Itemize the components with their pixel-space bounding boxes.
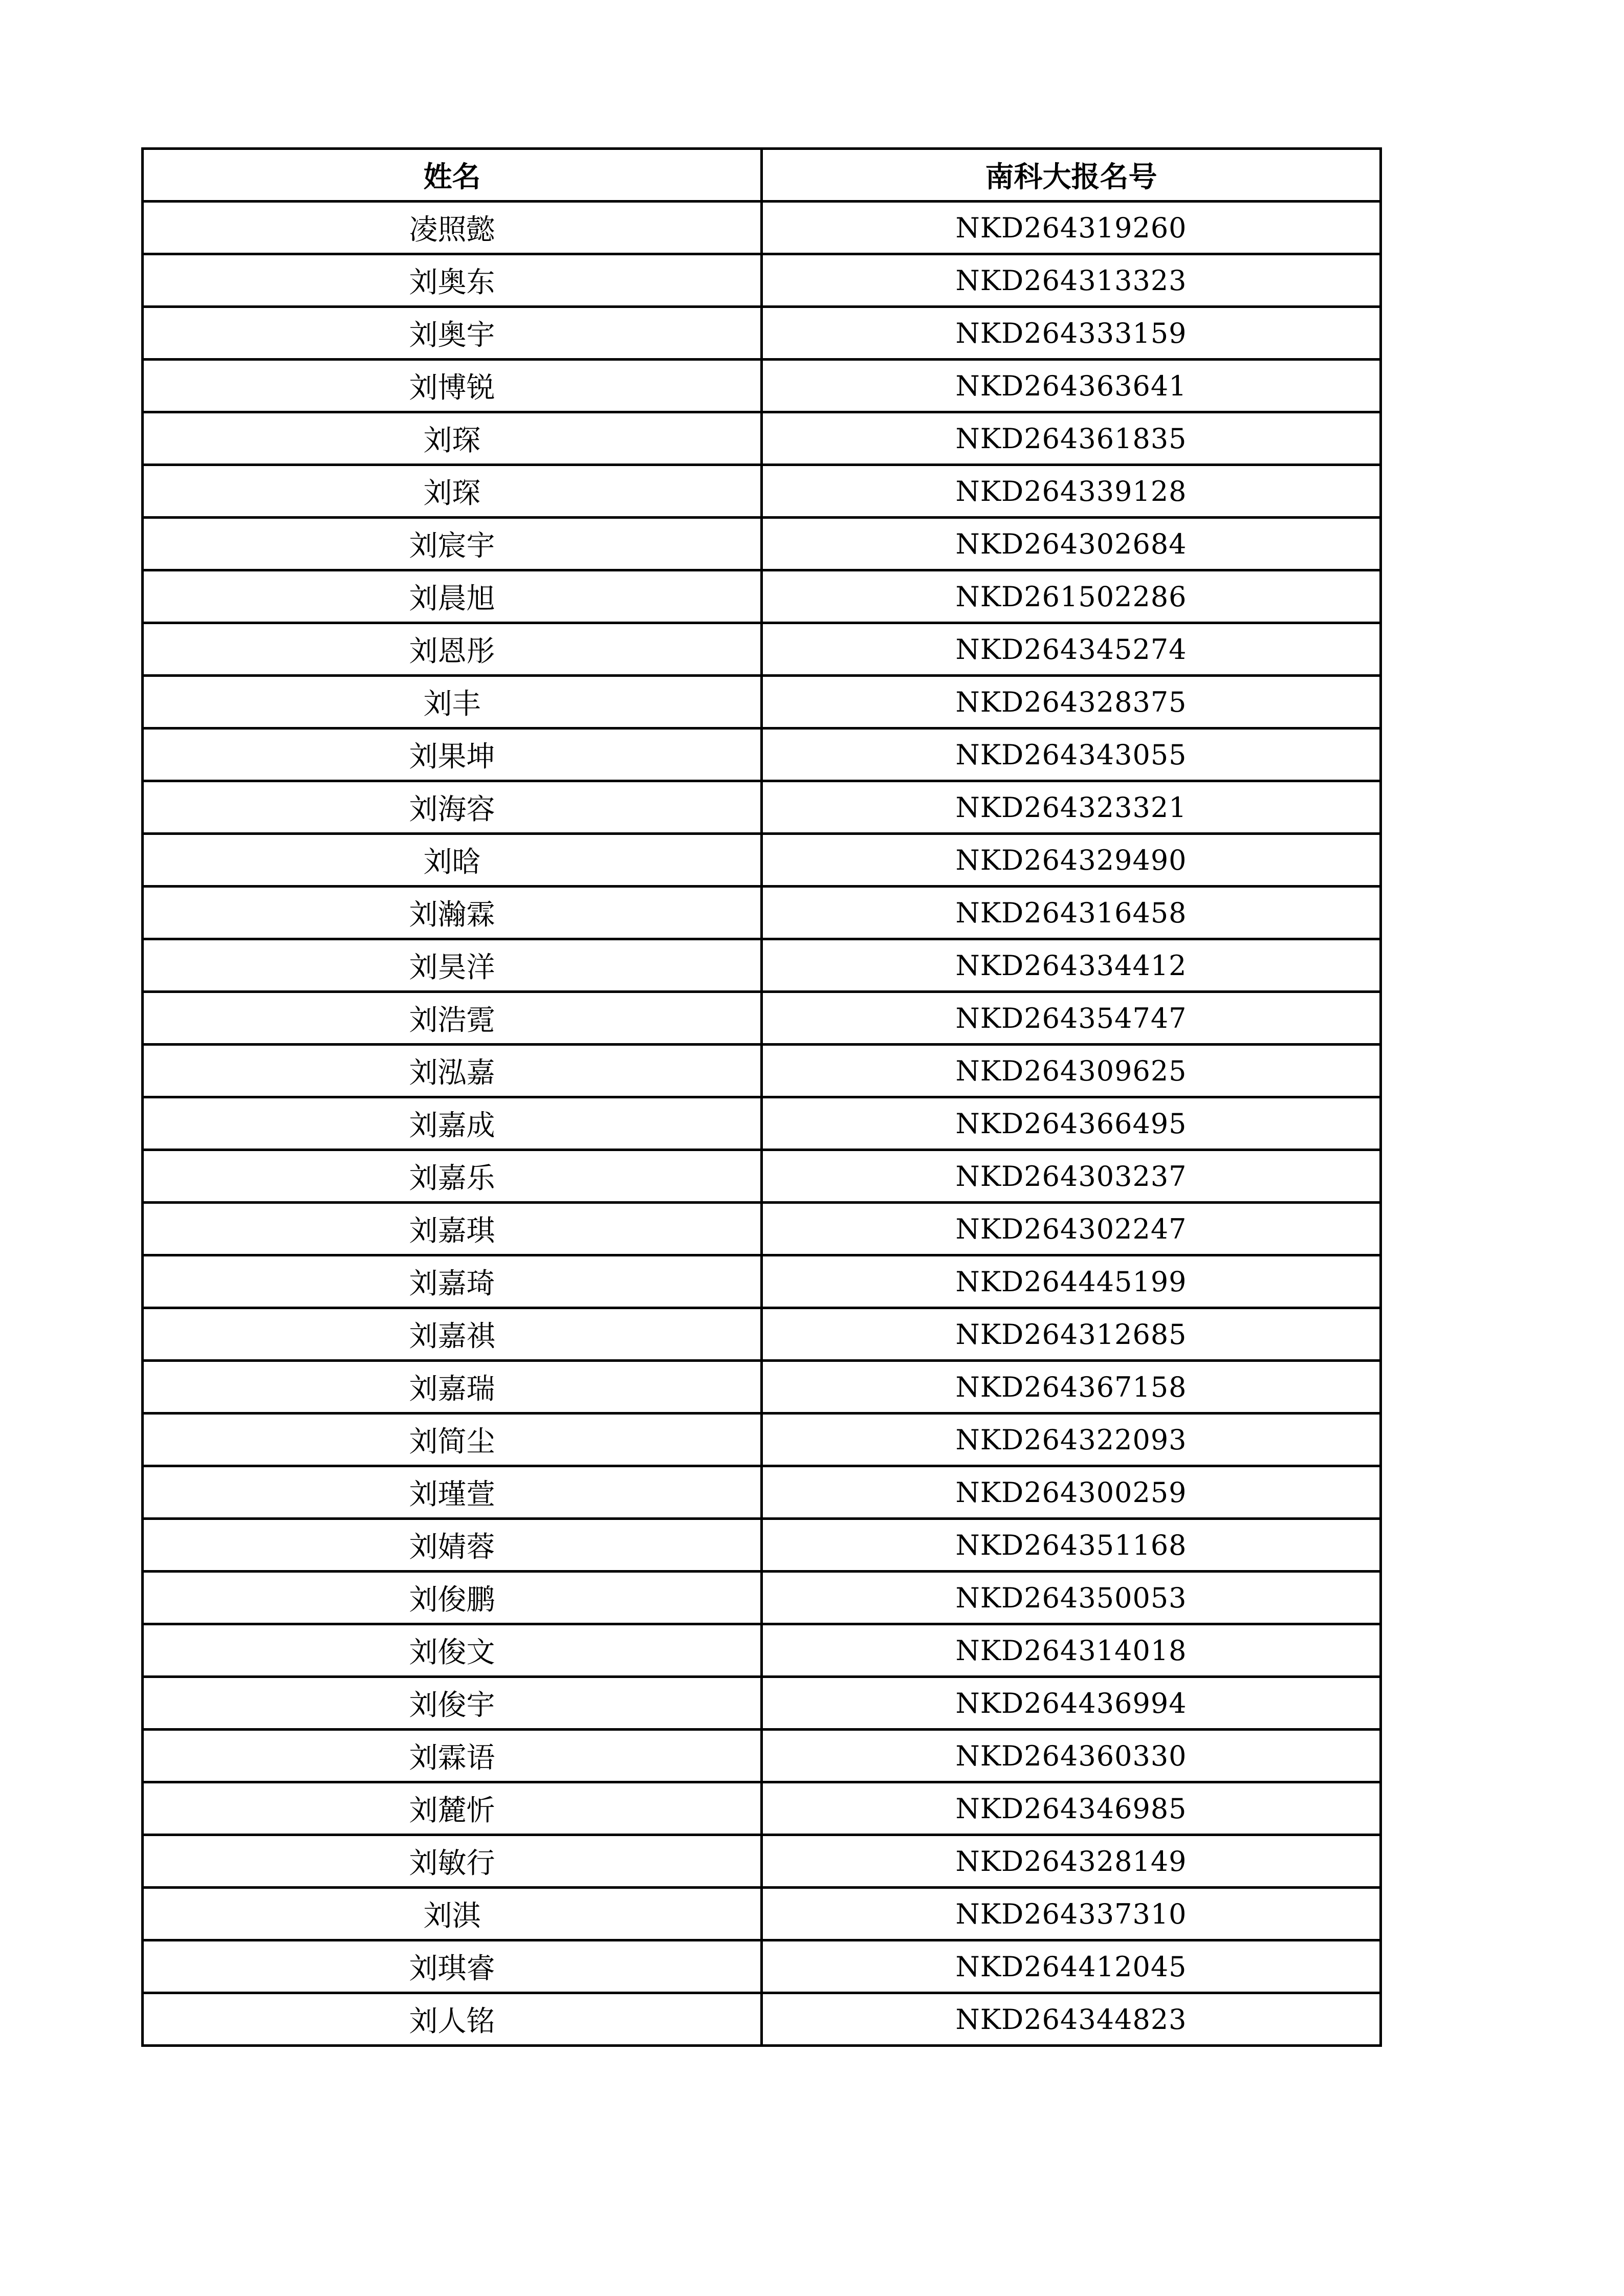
cell-name: 刘博锐 (143, 360, 762, 412)
cell-name: 刘俊文 (143, 1624, 762, 1677)
cell-name: 刘晗 (143, 834, 762, 887)
cell-registration-number: NKD264333159 (762, 307, 1381, 360)
cell-registration-number: NKD264323321 (762, 781, 1381, 834)
cell-name: 刘琛 (143, 412, 762, 465)
cell-name: 刘宸宇 (143, 518, 762, 570)
table-row (143, 465, 1381, 518)
cell-name: 刘嘉琪 (143, 1203, 762, 1255)
cell-registration-number: NKD264445199 (762, 1255, 1381, 1308)
cell-name: 刘嘉琦 (143, 1255, 762, 1308)
cell-name: 刘简尘 (143, 1414, 762, 1466)
column-header-registration-number: 南科大报名号 (762, 149, 1381, 202)
table-row (143, 1835, 1381, 1888)
cell-name: 刘嘉瑞 (143, 1361, 762, 1414)
cell-registration-number: NKD264360330 (762, 1730, 1381, 1782)
cell-name: 刘嘉成 (143, 1097, 762, 1150)
cell-name: 刘淇 (143, 1888, 762, 1940)
cell-registration-number: NKD264314018 (762, 1624, 1381, 1677)
cell-name: 刘奥宇 (143, 307, 762, 360)
cell-name: 刘昊洋 (143, 939, 762, 992)
cell-name: 刘俊鹏 (143, 1572, 762, 1624)
cell-name: 刘霖语 (143, 1730, 762, 1782)
cell-registration-number: NKD264329490 (762, 834, 1381, 887)
cell-name: 刘俊宇 (143, 1677, 762, 1730)
cell-name: 刘海容 (143, 781, 762, 834)
cell-name: 刘奥东 (143, 254, 762, 307)
cell-name: 刘果坤 (143, 728, 762, 781)
table-row (143, 1203, 1381, 1255)
table-row (143, 202, 1381, 254)
column-header-name: 姓名 (143, 149, 762, 202)
table-row (143, 1624, 1381, 1677)
table-row (143, 570, 1381, 623)
cell-registration-number: NKD264334412 (762, 939, 1381, 992)
table-row (143, 992, 1381, 1045)
cell-registration-number: NKD264322093 (762, 1414, 1381, 1466)
cell-registration-number: NKD264316458 (762, 887, 1381, 939)
cell-registration-number: NKD264346985 (762, 1782, 1381, 1835)
table-row (143, 1097, 1381, 1150)
cell-registration-number: NKD261502286 (762, 570, 1381, 623)
table-row (143, 1414, 1381, 1466)
table-row (143, 254, 1381, 307)
cell-registration-number: NKD264351168 (762, 1519, 1381, 1572)
table-row (143, 1677, 1381, 1730)
table-row (143, 1361, 1381, 1414)
cell-name: 刘琪睿 (143, 1940, 762, 1993)
table-row (143, 1888, 1381, 1940)
cell-registration-number: NKD264309625 (762, 1045, 1381, 1097)
table-row (143, 1308, 1381, 1361)
cell-registration-number: NKD264363641 (762, 360, 1381, 412)
cell-name: 刘婧蓉 (143, 1519, 762, 1572)
table-row (143, 1150, 1381, 1203)
cell-registration-number: NKD264436994 (762, 1677, 1381, 1730)
cell-registration-number: NKD264337310 (762, 1888, 1381, 1940)
cell-name: 刘浩霓 (143, 992, 762, 1045)
cell-registration-number: NKD264328149 (762, 1835, 1381, 1888)
cell-name: 刘恩彤 (143, 623, 762, 676)
table-row (143, 676, 1381, 728)
cell-name: 刘晨旭 (143, 570, 762, 623)
cell-name: 刘人铭 (143, 1993, 762, 2046)
cell-registration-number: NKD264345274 (762, 623, 1381, 676)
header-row (143, 149, 1381, 202)
cell-registration-number: NKD264302247 (762, 1203, 1381, 1255)
table-row (143, 728, 1381, 781)
cell-name: 刘敏行 (143, 1835, 762, 1888)
cell-registration-number: NKD264303237 (762, 1150, 1381, 1203)
cell-name: 刘琛 (143, 465, 762, 518)
cell-name: 刘嘉乐 (143, 1150, 762, 1203)
cell-name: 刘泓嘉 (143, 1045, 762, 1097)
cell-registration-number: NKD264328375 (762, 676, 1381, 728)
registration-table (141, 147, 1382, 2047)
cell-name: 刘瑾萱 (143, 1466, 762, 1519)
cell-name: 凌照懿 (143, 202, 762, 254)
table-row (143, 939, 1381, 992)
cell-registration-number: NKD264350053 (762, 1572, 1381, 1624)
table-row (143, 1466, 1381, 1519)
cell-registration-number: NKD264367158 (762, 1361, 1381, 1414)
cell-registration-number: NKD264343055 (762, 728, 1381, 781)
cell-registration-number: NKD264312685 (762, 1308, 1381, 1361)
cell-registration-number: NKD264344823 (762, 1993, 1381, 2046)
table-row (143, 887, 1381, 939)
cell-registration-number: NKD264412045 (762, 1940, 1381, 1993)
table-row (143, 412, 1381, 465)
table-body (143, 202, 1381, 2046)
table-row (143, 1045, 1381, 1097)
cell-registration-number: NKD264319260 (762, 202, 1381, 254)
cell-name: 刘丰 (143, 676, 762, 728)
table-row (143, 1782, 1381, 1835)
table-row (143, 1519, 1381, 1572)
cell-registration-number: NKD264300259 (762, 1466, 1381, 1519)
table-row (143, 834, 1381, 887)
table-row (143, 1730, 1381, 1782)
table-row (143, 623, 1381, 676)
cell-name: 刘麓忻 (143, 1782, 762, 1835)
table-row (143, 1572, 1381, 1624)
table-row (143, 360, 1381, 412)
table-row (143, 307, 1381, 360)
cell-name: 刘瀚霖 (143, 887, 762, 939)
cell-registration-number: NKD264354747 (762, 992, 1381, 1045)
cell-registration-number: NKD264339128 (762, 465, 1381, 518)
cell-registration-number: NKD264313323 (762, 254, 1381, 307)
table-row (143, 518, 1381, 570)
cell-name: 刘嘉祺 (143, 1308, 762, 1361)
cell-registration-number: NKD264302684 (762, 518, 1381, 570)
cell-registration-number: NKD264366495 (762, 1097, 1381, 1150)
table-row (143, 1255, 1381, 1308)
table-row (143, 1993, 1381, 2046)
cell-registration-number: NKD264361835 (762, 412, 1381, 465)
table-row (143, 1940, 1381, 1993)
table-row (143, 781, 1381, 834)
